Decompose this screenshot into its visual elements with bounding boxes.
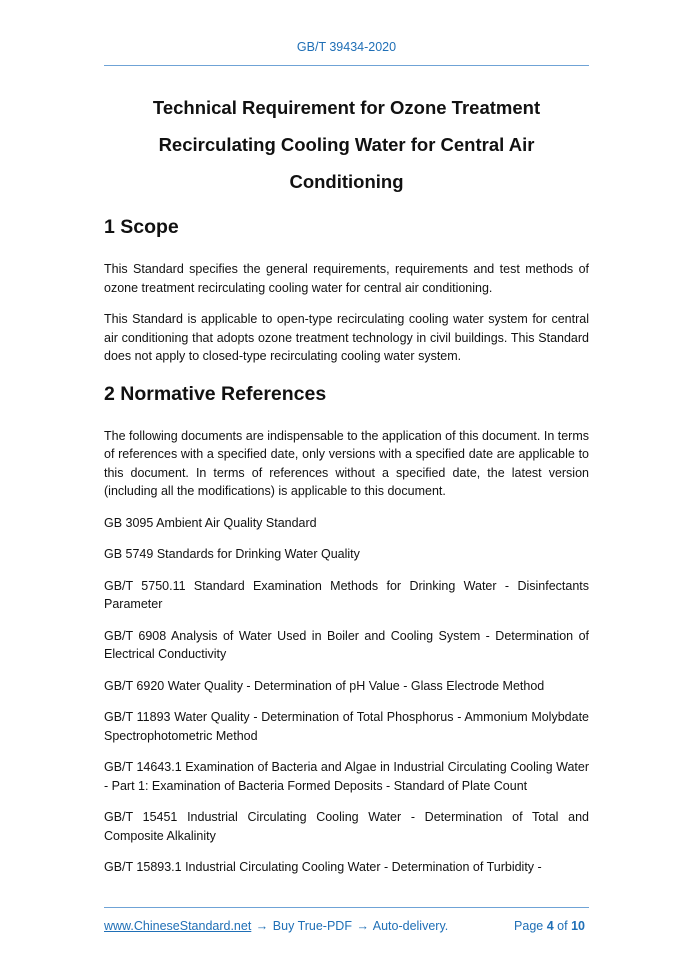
buy-pdf-text: Buy True-PDF xyxy=(272,919,352,933)
page-of-label: of xyxy=(557,919,568,933)
footer-divider xyxy=(104,907,589,908)
reference-item: GB/T 6908 Analysis of Water Used in Boiler and Cooling System - Determination of Electrical Conductivity xyxy=(104,628,589,661)
page-total: 10 xyxy=(571,919,585,933)
title-line: Recirculating Cooling Water for Central Air xyxy=(158,134,535,155)
reference-item: GB/T 15451 Industrial Circulating Cooling Water - Determination of Total and Composite Alkalinity xyxy=(104,810,589,843)
title-line: Technical Requirement for Ozone Treatment xyxy=(152,97,541,118)
delivery-text: Auto-delivery. xyxy=(372,919,449,933)
page-indicator xyxy=(514,917,585,935)
scope-paragraph: This Standard is applicable to open-type recirculating cooling water system for central air conditioning that adopts ozone treatment technology in civil buildings. This Standard does not apply to closed-type recirculating cooling water system. xyxy=(104,312,589,363)
document-title xyxy=(104,89,589,200)
scope-paragraph: This Standard specifies the general requirements, requirements and test methods of ozone treatment recirculating cooling water for central air conditioning. xyxy=(104,262,589,295)
reference-item: GB/T 6920 Water Quality - Determination of pH Value - Glass Electrode Method xyxy=(104,678,545,693)
page-current: 4 xyxy=(546,919,554,933)
running-header xyxy=(0,40,693,54)
reference-item: GB/T 14643.1 Examination of Bacteria and Algae in Industrial Circulating Cooling Water - Part 1: Examination of Bacteria Formed Deposits - Standard of Plate Count xyxy=(104,760,589,793)
reference-item: GB 5749 Standards for Drinking Water Quality xyxy=(104,547,360,561)
reference-item: GB/T 11893 Water Quality - Determination of Total Phosphorus - Ammonium Molybdate Spectrophotometric Method xyxy=(104,710,589,743)
reference-item: GB/T 15893.1 Industrial Circulating Cooling Water - Determination of Turbidity - xyxy=(104,860,542,874)
reference-item: GB/T 5750.11 Standard Examination Methods for Drinking Water - Disinfectants Parameter xyxy=(104,578,589,611)
header-divider xyxy=(104,65,589,66)
reference-list xyxy=(104,514,589,877)
page-footer xyxy=(104,917,589,935)
normative-references-intro: The following documents are indispensable to the application of this document. In terms of references with a specified date, only versions with a specified date are applicable to this document. In terms of references without a specified date, the latest version (including all the modifications) is applicable to this document. xyxy=(104,428,589,498)
standard-code: GB/T 39434-2020 xyxy=(296,40,397,54)
arrow-right-icon: → xyxy=(356,919,369,933)
arrow-right-icon: → xyxy=(255,919,269,933)
title-line: Conditioning xyxy=(289,171,404,192)
section-heading-normative-references: 2 Normative References xyxy=(104,382,327,405)
footer-promo xyxy=(104,917,448,935)
page-body xyxy=(104,89,589,877)
page-label: Page xyxy=(514,919,544,933)
reference-item: GB 3095 Ambient Air Quality Standard xyxy=(104,515,317,530)
website-link[interactable]: www.ChineseStandard.net xyxy=(104,919,252,933)
section-heading-scope: 1 Scope xyxy=(104,216,179,238)
